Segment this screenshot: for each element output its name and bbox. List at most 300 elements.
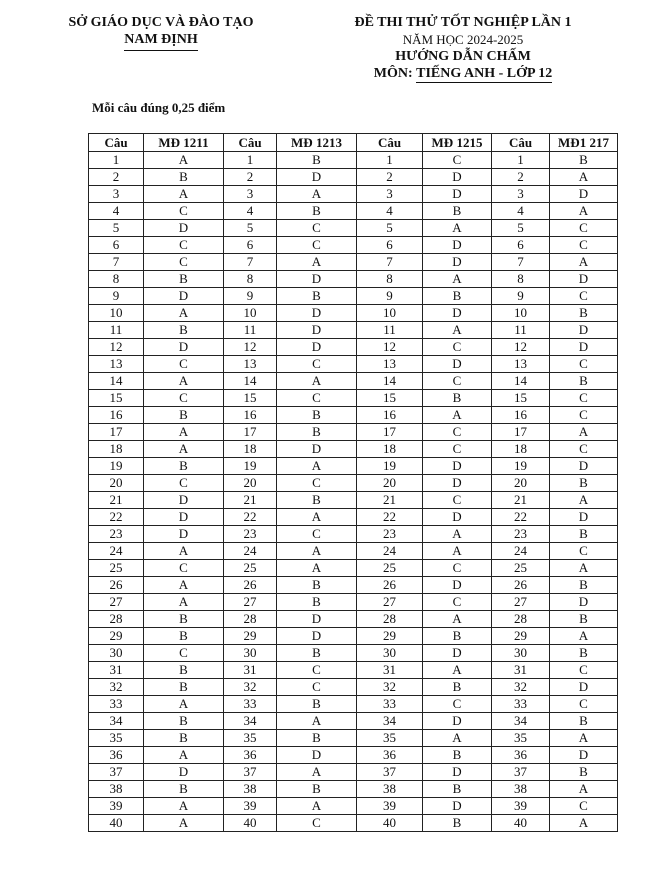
answer-cell: D: [423, 237, 492, 254]
answer-cell: C: [277, 815, 357, 832]
answer-cell: D: [550, 679, 618, 696]
answer-cell: C: [550, 543, 618, 560]
answer-cell: A: [423, 543, 492, 560]
answer-cell: D: [550, 747, 618, 764]
table-row: [89, 254, 618, 271]
answer-cell: B: [277, 492, 357, 509]
answer-cell: A: [144, 441, 224, 458]
answer-cell: D: [144, 526, 224, 543]
answer-cell: A: [423, 322, 492, 339]
answer-cell: A: [550, 781, 618, 798]
answer-cell: B: [277, 645, 357, 662]
table-row: [89, 594, 618, 611]
answer-cell: D: [144, 339, 224, 356]
answer-cell: B: [550, 764, 618, 781]
answer-cell: C: [550, 390, 618, 407]
question-number-cell: 5: [492, 220, 550, 237]
question-number-cell: 32: [224, 679, 277, 696]
answer-cell: B: [144, 271, 224, 288]
answer-cell: A: [277, 798, 357, 815]
question-number-cell: 36: [224, 747, 277, 764]
question-number-cell: 2: [224, 169, 277, 186]
question-number-cell: 16: [357, 407, 423, 424]
question-number-cell: 21: [89, 492, 144, 509]
question-number-cell: 4: [357, 203, 423, 220]
question-number-cell: 1: [224, 152, 277, 169]
question-number-cell: 29: [224, 628, 277, 645]
answer-cell: D: [550, 271, 618, 288]
question-number-cell: 33: [224, 696, 277, 713]
answer-cell: B: [423, 203, 492, 220]
answer-cell: A: [277, 509, 357, 526]
question-number-cell: 1: [357, 152, 423, 169]
question-number-cell: 22: [89, 509, 144, 526]
question-number-cell: 40: [492, 815, 550, 832]
question-number-cell: 32: [89, 679, 144, 696]
question-number-cell: 32: [357, 679, 423, 696]
answer-cell: A: [277, 186, 357, 203]
question-number-cell: 17: [224, 424, 277, 441]
question-number-cell: 13: [89, 356, 144, 373]
question-number-cell: 11: [89, 322, 144, 339]
question-number-cell: 38: [89, 781, 144, 798]
answer-cell: C: [423, 373, 492, 390]
answer-cell: B: [144, 730, 224, 747]
question-number-cell: 35: [89, 730, 144, 747]
question-number-cell: 30: [357, 645, 423, 662]
answer-cell: C: [423, 696, 492, 713]
question-number-cell: 13: [492, 356, 550, 373]
answer-cell: A: [144, 543, 224, 560]
answer-cell: C: [144, 475, 224, 492]
question-number-cell: 6: [224, 237, 277, 254]
answer-cell: D: [550, 322, 618, 339]
question-number-cell: 39: [357, 798, 423, 815]
question-number-cell: 29: [357, 628, 423, 645]
answer-cell: B: [144, 169, 224, 186]
question-number-cell: 20: [357, 475, 423, 492]
question-number-cell: 39: [224, 798, 277, 815]
answer-cell: C: [277, 237, 357, 254]
answer-cell: B: [550, 645, 618, 662]
question-number-cell: 9: [224, 288, 277, 305]
question-number-cell: 30: [224, 645, 277, 662]
answer-cell: D: [423, 475, 492, 492]
answer-cell: C: [550, 441, 618, 458]
answer-cell: A: [144, 798, 224, 815]
answer-cell: C: [423, 152, 492, 169]
question-number-cell: 18: [224, 441, 277, 458]
table-row: [89, 577, 618, 594]
question-number-cell: 31: [224, 662, 277, 679]
question-number-cell: 10: [492, 305, 550, 322]
table-row: [89, 424, 618, 441]
answer-cell: D: [144, 509, 224, 526]
question-number-cell: 40: [89, 815, 144, 832]
question-number-cell: 30: [492, 645, 550, 662]
scoring-note: Mỗi câu đúng 0,25 điểm: [92, 100, 226, 115]
answer-cell: B: [550, 526, 618, 543]
question-number-cell: 2: [89, 169, 144, 186]
answer-cell: A: [144, 186, 224, 203]
question-number-cell: 25: [492, 560, 550, 577]
answer-cell: C: [550, 798, 618, 815]
table-row: [89, 611, 618, 628]
question-number-cell: 5: [89, 220, 144, 237]
answer-cell: A: [550, 169, 618, 186]
question-number-cell: 19: [492, 458, 550, 475]
question-number-cell: 3: [89, 186, 144, 203]
answer-cell: D: [550, 339, 618, 356]
answer-cell: D: [144, 492, 224, 509]
table-row: [89, 271, 618, 288]
table-row: [89, 662, 618, 679]
answer-cell: D: [277, 441, 357, 458]
answer-cell: A: [550, 628, 618, 645]
question-number-cell: 37: [89, 764, 144, 781]
exam-title: ĐỀ THI THỬ TỐT NGHIỆP LẦN 1: [354, 15, 572, 30]
answer-cell: B: [144, 781, 224, 798]
answer-cell: A: [550, 730, 618, 747]
exam-code-column-header: MĐ 1215: [423, 134, 492, 152]
answer-cell: C: [550, 407, 618, 424]
question-number-cell: 9: [492, 288, 550, 305]
question-number-cell: 5: [357, 220, 423, 237]
answer-cell: A: [144, 747, 224, 764]
table-row: [89, 475, 618, 492]
answer-cell: B: [550, 611, 618, 628]
question-number-cell: 3: [492, 186, 550, 203]
question-number-cell: 6: [89, 237, 144, 254]
answer-cell: C: [144, 237, 224, 254]
question-number-cell: 31: [357, 662, 423, 679]
answer-cell: A: [144, 594, 224, 611]
question-number-cell: 34: [357, 713, 423, 730]
question-number-cell: 33: [357, 696, 423, 713]
question-number-cell: 24: [89, 543, 144, 560]
table-row: [89, 169, 618, 186]
question-number-cell: 26: [89, 577, 144, 594]
table-header-row: [89, 134, 618, 152]
table-row: [89, 339, 618, 356]
question-number-cell: 27: [357, 594, 423, 611]
answer-cell: D: [277, 271, 357, 288]
exam-code-column-header: MĐ 1211: [144, 134, 224, 152]
answer-cell: C: [550, 356, 618, 373]
answer-cell: A: [144, 305, 224, 322]
answer-cell: D: [277, 628, 357, 645]
answer-cell: A: [550, 560, 618, 577]
table-row: [89, 288, 618, 305]
table-row: [89, 645, 618, 662]
answer-cell: D: [423, 186, 492, 203]
table-body: [89, 152, 618, 832]
question-number-cell: 14: [357, 373, 423, 390]
question-number-cell: 22: [224, 509, 277, 526]
question-number-cell: 40: [224, 815, 277, 832]
question-number-cell: 9: [357, 288, 423, 305]
answer-cell: B: [423, 288, 492, 305]
question-number-cell: 36: [357, 747, 423, 764]
answer-cell: C: [423, 339, 492, 356]
answer-cell: D: [423, 169, 492, 186]
answer-cell: C: [423, 424, 492, 441]
question-number-cell: 34: [224, 713, 277, 730]
answer-cell: C: [144, 356, 224, 373]
province-name: NAM ĐỊNH: [124, 31, 198, 51]
question-number-cell: 20: [224, 475, 277, 492]
answer-cell: B: [144, 611, 224, 628]
answer-cell: C: [423, 492, 492, 509]
question-number-cell: 29: [492, 628, 550, 645]
answer-cell: C: [277, 679, 357, 696]
question-number-cell: 12: [89, 339, 144, 356]
table-row: [89, 560, 618, 577]
answer-cell: D: [144, 288, 224, 305]
answer-cell: D: [277, 339, 357, 356]
question-number-cell: 8: [492, 271, 550, 288]
question-number-cell: 28: [89, 611, 144, 628]
question-number-cell: 17: [89, 424, 144, 441]
question-number-cell: 23: [357, 526, 423, 543]
question-number-cell: 28: [357, 611, 423, 628]
question-number-cell: 18: [89, 441, 144, 458]
answer-cell: A: [277, 458, 357, 475]
answer-cell: C: [277, 356, 357, 373]
question-number-cell: 12: [357, 339, 423, 356]
question-number-cell: 7: [492, 254, 550, 271]
table-row: [89, 526, 618, 543]
table-row: [89, 152, 618, 169]
question-number-cell: 13: [224, 356, 277, 373]
answer-cell: B: [277, 152, 357, 169]
answer-cell: C: [277, 526, 357, 543]
question-number-cell: 12: [492, 339, 550, 356]
question-number-cell: 14: [492, 373, 550, 390]
question-number-cell: 10: [224, 305, 277, 322]
table-row: [89, 203, 618, 220]
school-year: NĂM HỌC 2024-2025: [402, 32, 524, 47]
question-number-cell: 35: [357, 730, 423, 747]
question-number-cell: 21: [357, 492, 423, 509]
answer-cell: D: [277, 322, 357, 339]
answer-cell: A: [277, 254, 357, 271]
question-number-cell: 18: [492, 441, 550, 458]
question-number-cell: 22: [357, 509, 423, 526]
question-number-cell: 19: [224, 458, 277, 475]
answer-cell: B: [423, 781, 492, 798]
question-number-cell: 27: [89, 594, 144, 611]
answer-cell: A: [423, 407, 492, 424]
question-number-cell: 4: [224, 203, 277, 220]
question-number-cell: 25: [357, 560, 423, 577]
answer-cell: C: [144, 390, 224, 407]
question-number-cell: 29: [89, 628, 144, 645]
question-number-cell: 17: [492, 424, 550, 441]
question-number-cell: 34: [89, 713, 144, 730]
table-row: [89, 356, 618, 373]
question-number-cell: 37: [224, 764, 277, 781]
answer-cell: A: [550, 254, 618, 271]
question-number-cell: 11: [492, 322, 550, 339]
answer-cell: D: [144, 220, 224, 237]
table-row: [89, 458, 618, 475]
answer-cell: B: [144, 628, 224, 645]
answer-cell: B: [277, 781, 357, 798]
question-number-cell: 17: [357, 424, 423, 441]
table-row: [89, 390, 618, 407]
answer-cell: B: [550, 475, 618, 492]
question-number-cell: 38: [357, 781, 423, 798]
answer-cell: A: [277, 543, 357, 560]
answer-cell: D: [277, 611, 357, 628]
answer-cell: A: [550, 203, 618, 220]
answer-cell: C: [277, 475, 357, 492]
question-number-cell: 30: [89, 645, 144, 662]
question-column-header: Câu: [357, 134, 423, 152]
question-number-cell: 2: [492, 169, 550, 186]
question-number-cell: 2: [357, 169, 423, 186]
question-number-cell: 12: [224, 339, 277, 356]
question-number-cell: 3: [224, 186, 277, 203]
answer-cell: C: [423, 560, 492, 577]
answer-cell: B: [144, 322, 224, 339]
question-number-cell: 39: [89, 798, 144, 815]
subject-value: TIẾNG ANH - LỚP 12: [416, 66, 553, 81]
question-column-header: Câu: [492, 134, 550, 152]
answer-cell: B: [144, 679, 224, 696]
question-number-cell: 27: [224, 594, 277, 611]
answer-cell: B: [277, 594, 357, 611]
question-number-cell: 16: [89, 407, 144, 424]
question-number-cell: 7: [357, 254, 423, 271]
exam-code-column-header: MĐ1 217: [550, 134, 618, 152]
question-number-cell: 24: [357, 543, 423, 560]
answer-cell: A: [423, 662, 492, 679]
answer-cell: B: [423, 747, 492, 764]
answer-cell: D: [550, 509, 618, 526]
answer-cell: A: [277, 713, 357, 730]
question-number-cell: 13: [357, 356, 423, 373]
question-number-cell: 37: [357, 764, 423, 781]
table-row: [89, 798, 618, 815]
table-row: [89, 730, 618, 747]
question-number-cell: 36: [492, 747, 550, 764]
question-number-cell: 38: [224, 781, 277, 798]
question-number-cell: 8: [89, 271, 144, 288]
answer-cell: D: [423, 356, 492, 373]
question-number-cell: 39: [492, 798, 550, 815]
question-number-cell: 10: [357, 305, 423, 322]
question-number-cell: 26: [492, 577, 550, 594]
answer-cell: D: [277, 747, 357, 764]
question-number-cell: 21: [224, 492, 277, 509]
question-number-cell: 20: [89, 475, 144, 492]
question-number-cell: 7: [224, 254, 277, 271]
answer-cell: A: [277, 373, 357, 390]
answer-cell: A: [550, 815, 618, 832]
table-row: [89, 509, 618, 526]
question-column-header: Câu: [224, 134, 277, 152]
table-row: [89, 628, 618, 645]
answer-cell: C: [277, 390, 357, 407]
answer-cell: C: [550, 237, 618, 254]
answer-cell: D: [423, 764, 492, 781]
question-number-cell: 26: [224, 577, 277, 594]
answer-cell: C: [144, 254, 224, 271]
table-row: [89, 492, 618, 509]
question-number-cell: 5: [224, 220, 277, 237]
question-number-cell: 1: [492, 152, 550, 169]
table-row: [89, 781, 618, 798]
answer-cell: D: [550, 186, 618, 203]
question-number-cell: 35: [492, 730, 550, 747]
question-number-cell: 4: [89, 203, 144, 220]
answer-cell: C: [550, 288, 618, 305]
question-number-cell: 11: [357, 322, 423, 339]
table-row: [89, 186, 618, 203]
answer-cell: A: [423, 611, 492, 628]
table-row: [89, 815, 618, 832]
answer-cell: B: [550, 373, 618, 390]
table-row: [89, 220, 618, 237]
answer-cell: B: [423, 628, 492, 645]
question-number-cell: 8: [357, 271, 423, 288]
department-name: SỞ GIÁO DỤC VÀ ĐÀO TẠO: [68, 15, 254, 30]
answer-cell: C: [550, 662, 618, 679]
subject-label: MÔN:: [373, 66, 417, 81]
question-number-cell: 9: [89, 288, 144, 305]
answer-cell: D: [423, 713, 492, 730]
question-number-cell: 8: [224, 271, 277, 288]
question-number-cell: 22: [492, 509, 550, 526]
answer-cell: B: [277, 696, 357, 713]
question-number-cell: 16: [492, 407, 550, 424]
answer-cell: A: [144, 577, 224, 594]
question-number-cell: 15: [492, 390, 550, 407]
answer-cell: D: [423, 645, 492, 662]
answer-cell: B: [277, 407, 357, 424]
answer-cell: A: [144, 373, 224, 390]
question-number-cell: 19: [89, 458, 144, 475]
answer-cell: A: [423, 271, 492, 288]
question-number-cell: 28: [492, 611, 550, 628]
question-number-cell: 20: [492, 475, 550, 492]
answer-cell: A: [423, 730, 492, 747]
question-number-cell: 35: [224, 730, 277, 747]
answer-cell: B: [277, 730, 357, 747]
answer-cell: B: [550, 152, 618, 169]
answer-cell: B: [144, 713, 224, 730]
answer-cell: B: [550, 577, 618, 594]
table-row: [89, 305, 618, 322]
question-number-cell: 10: [89, 305, 144, 322]
answer-cell: B: [277, 424, 357, 441]
answer-cell: A: [144, 424, 224, 441]
table-row: [89, 696, 618, 713]
question-number-cell: 6: [357, 237, 423, 254]
answer-cell: D: [423, 305, 492, 322]
exam-header: [318, 14, 608, 83]
answer-cell: A: [144, 152, 224, 169]
question-number-cell: 3: [357, 186, 423, 203]
answer-cell: A: [144, 815, 224, 832]
table-row: [89, 747, 618, 764]
answer-cell: B: [144, 407, 224, 424]
question-number-cell: 23: [89, 526, 144, 543]
answer-cell: C: [144, 645, 224, 662]
question-number-cell: 34: [492, 713, 550, 730]
